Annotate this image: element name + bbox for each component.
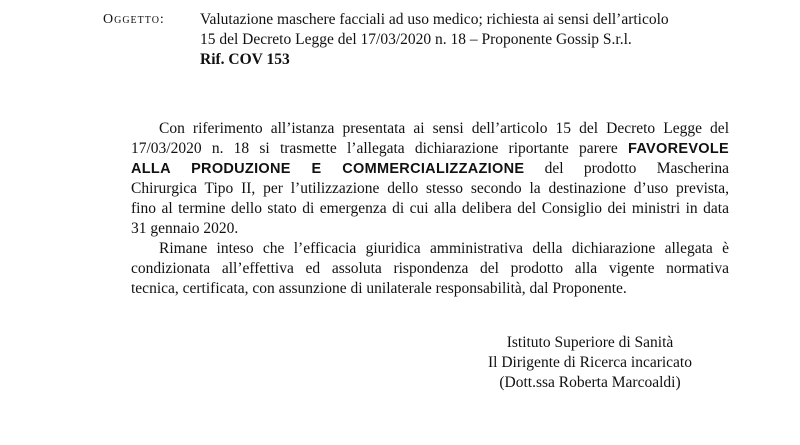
paragraph-1-line-2 [131, 139, 729, 159]
paragraph-1-line-3-text: del prodotto Mascherina [544, 160, 730, 177]
favorable-opinion: FAVOREVOLE [627, 141, 730, 157]
signature-block [470, 333, 710, 393]
signature-name: (Dott.ssa Roberta Marcoaldi) [499, 374, 681, 391]
paragraph-1-line-3 [131, 159, 729, 179]
paragraph-1-line-4: Chirurgica Tipo II, per l’utilizzazione dello stesso secondo la destinazione d’uso prevista, [131, 180, 729, 197]
paragraph-1 [131, 119, 729, 239]
subject-line-2: 15 del Decreto Legge del 17/03/2020 n. 18 – Proponente Gossip S.r.l. [200, 31, 632, 48]
subject-line-1: Valutazione maschere facciali ad uso medico; richiesta ai sensi dell’articolo [200, 11, 669, 28]
signature-role: Il Dirigente di Ricerca incaricato [488, 354, 692, 371]
paragraph-2 [131, 239, 729, 299]
subject-block [200, 10, 760, 70]
paragraph-2-line-2: condizionata all’effettiva ed assoluta rispondenza del prodotto alla vigente normativa [131, 260, 729, 277]
paragraph-1-line-1: Con riferimento all’istanza presentata ai sensi dell’articolo 15 del Decreto Legge del [159, 120, 729, 137]
signature-institution: Istituto Superiore di Sanità [506, 334, 674, 351]
paragraph-2-line-1: Rimane inteso che l’efficacia giuridica amministrativa della dichiarazione allegata è [159, 240, 729, 257]
subject-label: Oggetto: [103, 12, 165, 27]
paragraph-1-line-6: 31 gennaio 2020. [131, 220, 239, 237]
paragraph-2-line-3: tecnica, certificata, con assunzione di unilaterale responsabilità, dal Proponente. [131, 280, 627, 297]
reference-code: Rif. COV 153 [200, 51, 290, 68]
letter-body [131, 119, 729, 299]
production-commercialization: ALLA PRODUZIONE E COMMERCIALIZZAZIONE [131, 161, 525, 177]
paragraph-1-line-5: fino al termine dello stato di emergenza di cui alla delibera del Consiglio dei ministri in data [131, 200, 729, 217]
paragraph-1-line-2-text: 17/03/2020 n. 18 si trasmette l’allegata dichiarazione riportante parere [131, 140, 618, 157]
